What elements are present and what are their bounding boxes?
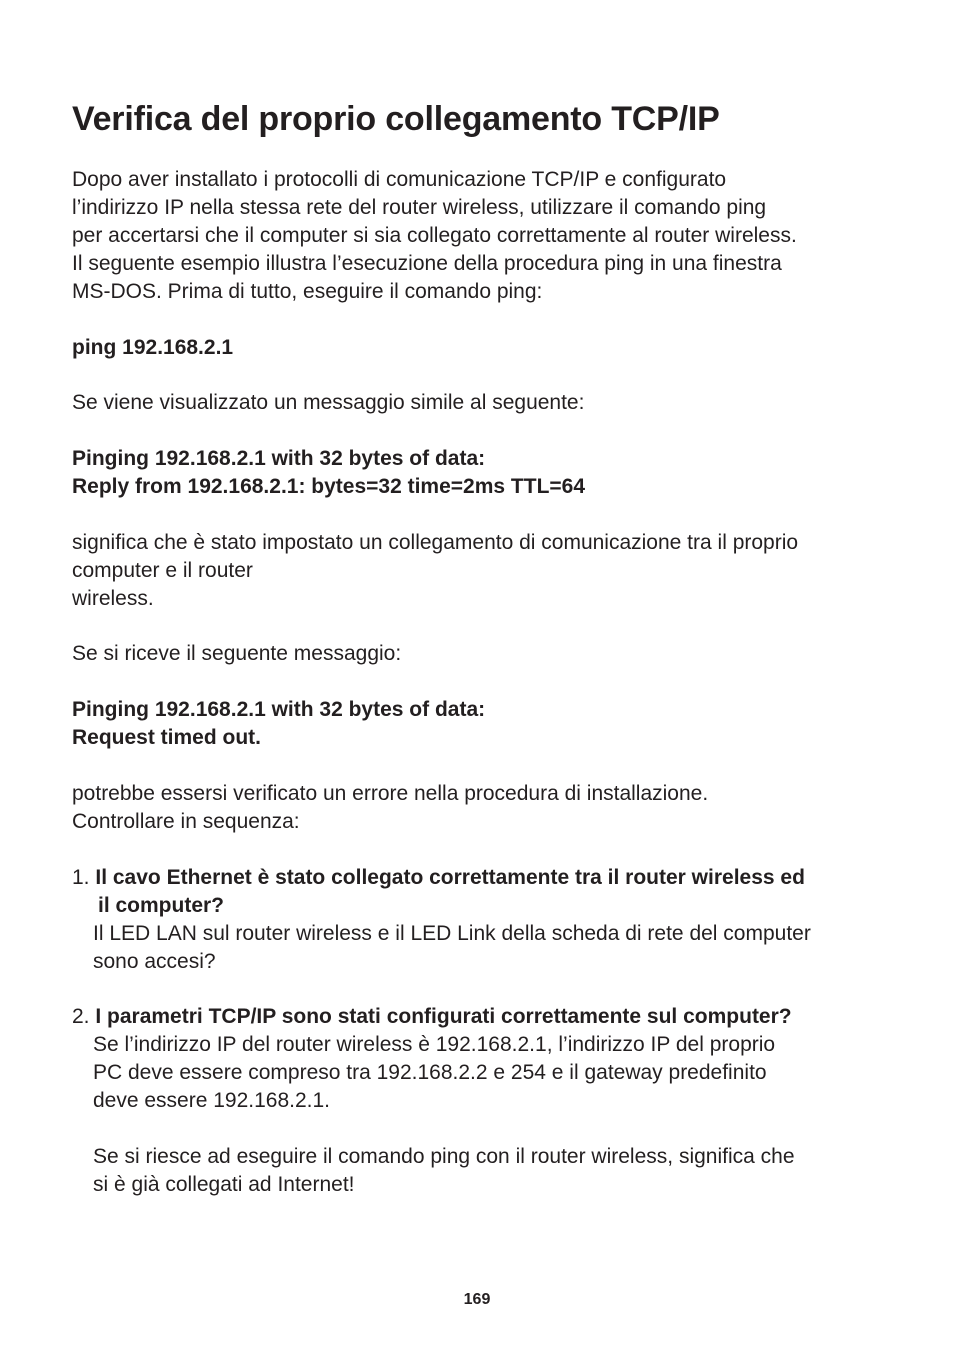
meaning-line: computer e il router	[72, 558, 253, 582]
check-question	[72, 1003, 892, 1031]
meaning-line: potrebbe essersi verificato un errore nella procedura di installazione.	[72, 781, 709, 805]
failure-output	[72, 696, 892, 752]
check-question	[72, 864, 892, 920]
page-number: 169	[463, 1291, 491, 1308]
detail-line: Se l’indirizzo IP del router wireless è 192.168.2.1, l’indirizzo IP del proprio	[93, 1033, 776, 1057]
detail-line: PC deve essere compreso tra 192.168.2.2 e 254 e il gateway predefinito	[93, 1061, 767, 1085]
output-line: Pinging 192.168.2.1 with 32 bytes of data:	[72, 447, 486, 471]
check-item-1	[72, 864, 892, 976]
page-title: Verifica del proprio collegamento TCP/IP	[72, 100, 720, 138]
question-line: I parametri TCP/IP sono stati configurati correttamente sul computer?	[95, 1005, 792, 1029]
intro-line: Dopo aver installato i protocolli di comunicazione TCP/IP e configurato	[72, 168, 727, 191]
failure-lead: Se si riceve il seguente messaggio:	[72, 642, 402, 666]
check-detail	[72, 1031, 892, 1115]
failure-meaning	[72, 780, 892, 836]
list-number: 2.	[72, 1005, 90, 1029]
question-line: il computer?	[98, 893, 225, 917]
list-number: 1.	[72, 865, 90, 889]
closing-line: Se si riesce ad eseguire il comando ping con il router wireless, significa che	[93, 1144, 795, 1168]
closing-line: si è già collegati ad Internet!	[93, 1172, 355, 1196]
intro-line: l’indirizzo IP nella stessa rete del router wireless, utilizzare il comando ping	[72, 196, 767, 219]
check-detail	[72, 920, 892, 976]
meaning-line: Controllare in sequenza:	[72, 809, 300, 833]
output-line: Request timed out.	[72, 726, 262, 750]
intro-paragraph	[72, 166, 892, 306]
intro-line: MS-DOS. Prima di tutto, eseguire il comando ping:	[72, 280, 543, 303]
success-lead: Se viene visualizzato un messaggio simile al seguente:	[72, 391, 585, 415]
detail-line: deve essere 192.168.2.1.	[93, 1089, 331, 1113]
detail-line: sono accesi?	[93, 949, 216, 973]
success-meaning	[72, 529, 892, 613]
meaning-line: wireless.	[72, 586, 154, 610]
output-line: Pinging 192.168.2.1 with 32 bytes of data:	[72, 698, 486, 722]
detail-line: Il LED LAN sul router wireless e il LED Link della scheda di rete del computer	[93, 921, 811, 945]
output-line: Reply from 192.168.2.1: bytes=32 time=2ms TTL=64	[72, 475, 586, 499]
meaning-line: significa che è stato impostato un collegamento di comunicazione tra il proprio	[72, 530, 799, 554]
closing-paragraph	[72, 1143, 892, 1199]
intro-line: per accertarsi che il computer si sia collegato correttamente al router wireless.	[72, 224, 797, 247]
intro-line: Il seguente esempio illustra l’esecuzione della procedura ping in una finestra	[72, 252, 782, 275]
success-output	[72, 445, 892, 501]
ping-command: ping 192.168.2.1	[72, 335, 234, 359]
question-line: Il cavo Ethernet è stato collegato correttamente tra il router wireless ed	[95, 865, 805, 889]
check-item-2	[72, 1003, 892, 1115]
body-text	[72, 166, 892, 1199]
